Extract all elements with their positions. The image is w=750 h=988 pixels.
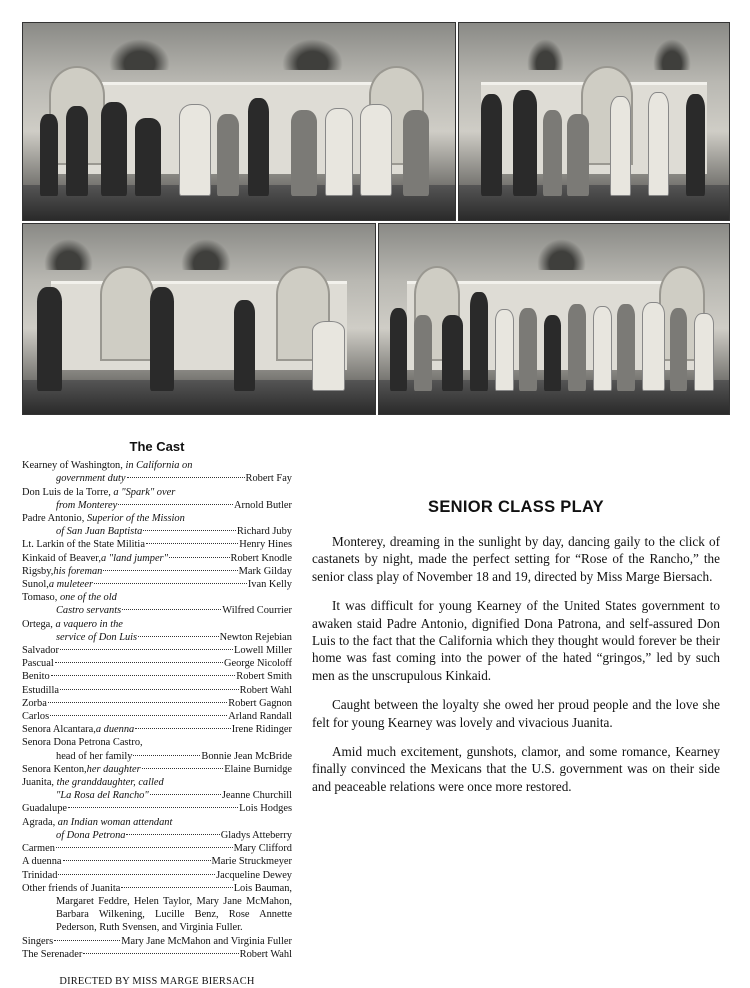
cast-entry: [22, 882, 292, 895]
cast-role-description: a muleteer: [48, 579, 94, 591]
cast-role-continued: from Monterey: [56, 499, 118, 511]
cast-role: Kinkaid of Beaver,: [22, 552, 101, 564]
directed-by: DIRECTED BY MISS MARGE BIERSACH: [59, 975, 255, 987]
cast-entry: [22, 459, 292, 472]
article-paragraph: Caught between the loyalty she owed her proud people and the love she felt for young Kearney was lovely and vivacious Juanita.: [312, 697, 720, 730]
cast-entry: [22, 512, 292, 525]
cast-entry-continued: [22, 472, 292, 485]
cast-role: Other friends of Juanita: [22, 882, 121, 894]
photo-stage-scene-2: [458, 22, 730, 221]
cast-actor: Robert Smith: [236, 671, 292, 683]
cast-actor: Mary Jane McMahon and Virginia Fuller: [121, 935, 292, 947]
photo-collage: [0, 0, 750, 420]
cast-role: Sunol,: [22, 579, 49, 591]
leader-dots: [122, 609, 221, 610]
cast-actor: Lois Bauman,: [233, 882, 292, 894]
cast-entry-continued: [22, 631, 292, 644]
cast-list: [22, 440, 292, 988]
cast-entry: [22, 776, 292, 789]
cast-entry: [22, 657, 292, 670]
cast-actor: Arland Randall: [228, 711, 292, 723]
cast-role: Senora Dona Petrona Castro,: [22, 737, 143, 749]
cast-entries: [22, 459, 292, 961]
leader-dots: [133, 755, 200, 756]
leader-dots: [121, 887, 232, 888]
photo-stage-scene-4: [378, 223, 730, 415]
cast-role-description: one of the old: [59, 592, 117, 604]
cast-role: Kearney of Washington,: [22, 460, 126, 472]
cast-role: Trinidad: [22, 869, 58, 881]
cast-role: The Serenader: [22, 948, 83, 960]
cast-role: Pascual: [22, 658, 54, 670]
cast-actor: Robert Fay: [245, 473, 292, 485]
cast-entry: [22, 855, 292, 868]
cast-role-continued: head of her family: [56, 750, 133, 762]
cast-actor: Robert Gagnon: [228, 697, 292, 709]
leader-dots: [68, 807, 238, 808]
cast-actor: Lowell Miller: [233, 645, 292, 657]
cast-actor: Robert Wahl: [239, 948, 292, 960]
cast-role: Padre Antonio,: [22, 513, 87, 525]
cast-role-continued: service of Don Luis: [56, 631, 138, 643]
article-paragraph: Amid much excitement, gunshots, clamor, and some romance, Kearney finally convinced the Mexicans that the U.S. government was on their side and peaceable relations were once more restored.: [312, 744, 720, 794]
cast-role-continued: government duty: [56, 473, 126, 485]
cast-role: Singers: [22, 935, 54, 947]
cast-actor: Elaine Burnidge: [224, 763, 292, 775]
cast-role-description: his foreman: [53, 565, 103, 577]
leader-dots: [56, 847, 233, 848]
leader-dots: [55, 662, 223, 663]
cast-heading: The Cast: [129, 439, 185, 454]
leader-dots: [169, 557, 230, 558]
cast-role-continued: "La Rosa del Rancho": [56, 790, 149, 802]
leader-dots: [50, 715, 227, 716]
cast-actor: Jeanne Churchill: [221, 790, 292, 802]
cast-actor: Bonnie Jean McBride: [201, 750, 292, 762]
cast-actor: Jacqueline Dewey: [216, 869, 292, 881]
cast-entry-continued: [22, 604, 292, 617]
cast-actor: Lois Hodges: [239, 803, 292, 815]
cast-actor: Wilfred Courrier: [222, 605, 292, 617]
cast-role-description: her daughter: [86, 763, 141, 775]
cast-entry: [22, 948, 292, 961]
cast-entry: [22, 869, 292, 882]
cast-entry-continued: [22, 750, 292, 763]
photo-stage-scene-1: [22, 22, 456, 221]
leader-dots: [83, 953, 238, 954]
cast-role: Carlos: [22, 711, 50, 723]
cast-entry: [22, 565, 292, 578]
cast-role: A duenna: [22, 856, 62, 868]
cast-role: Ortega,: [22, 618, 56, 630]
cast-role-description: Superior of the Mission: [86, 513, 185, 525]
cast-entry-continued: [22, 789, 292, 802]
leader-dots: [51, 675, 236, 676]
leader-dots: [103, 570, 237, 571]
cast-friends-list: Margaret Feddre, Helen Taylor, Mary Jane McMahon, Barbara Wilkening, Lucille Benz, Rose Annette Pederson, Ruth Svensen, and Virginia Fuller.: [56, 895, 292, 934]
cast-role: Benito: [22, 671, 50, 683]
cast-entry-continued: [22, 829, 292, 842]
cast-entry: [22, 486, 292, 499]
cast-entry: [22, 763, 292, 776]
cast-actor: Henry Hines: [239, 539, 292, 551]
cast-entry-continued: [22, 525, 292, 538]
cast-role-description: a vaquero in the: [55, 618, 123, 630]
cast-role-continued: of San Juan Baptista: [56, 526, 143, 538]
cast-entry: [22, 591, 292, 604]
cast-role: Guadalupe: [22, 803, 68, 815]
cast-role: Agrada,: [22, 816, 58, 828]
cast-role-description: the granddaughter, called: [56, 777, 164, 789]
cast-role-continued: of Dona Petrona: [56, 829, 126, 841]
cast-entry: [22, 710, 292, 723]
cast-role: Zorba: [22, 697, 47, 709]
cast-role-description: a "land jumper": [100, 552, 168, 564]
cast-entry: [22, 684, 292, 697]
article-paragraph: It was difficult for young Kearney of the United States government to awaken staid Padre Antonio, dignified Dona Patrona, and self-assured Don Luis to the fact that the California which they thought would forever be their home was fast coming into the power of the hated “gringos,” led by such men as the unscrupulous Kinkaid.: [312, 598, 720, 683]
cast-role-description: in California on: [125, 460, 193, 472]
cast-role-description: a duenna: [95, 724, 135, 736]
cast-role-description: a "Spark" over: [113, 486, 176, 498]
cast-role: Don Luis de la Torre,: [22, 486, 114, 498]
cast-actor: Mary Clifford: [233, 843, 292, 855]
cast-entry: [22, 644, 292, 657]
leader-dots: [143, 530, 236, 531]
cast-role-continued: Castro servants: [56, 605, 122, 617]
leader-dots: [94, 583, 247, 584]
cast-entry: [22, 736, 292, 749]
cast-role: Carmen: [22, 843, 55, 855]
cast-entry: [22, 802, 292, 815]
cast-actor: Richard Juby: [236, 526, 292, 538]
leader-dots: [142, 768, 224, 769]
cast-actor: Marie Struckmeyer: [211, 856, 292, 868]
leader-dots: [60, 689, 239, 690]
cast-role: Juanita,: [22, 777, 57, 789]
leader-dots: [135, 728, 230, 729]
cast-entry-continued: [22, 499, 292, 512]
leader-dots: [150, 794, 221, 795]
cast-actor: Irene Ridinger: [231, 724, 292, 736]
cast-actor: Ivan Kelly: [247, 579, 292, 591]
leader-dots: [118, 504, 233, 505]
article: [312, 498, 720, 807]
cast-entry: [22, 816, 292, 829]
leader-dots: [127, 477, 245, 478]
cast-role: Senora Kenton,: [22, 763, 87, 775]
cast-entry: [22, 842, 292, 855]
cast-entry: [22, 723, 292, 736]
cast-role: Tomaso,: [22, 592, 60, 604]
leader-dots: [138, 636, 218, 637]
photo-stage-scene-3: [22, 223, 376, 415]
leader-dots: [58, 874, 215, 875]
cast-actor: Mark Gilday: [238, 565, 292, 577]
cast-role: Senora Alcantara,: [22, 724, 96, 736]
leader-dots: [126, 834, 219, 835]
cast-role: Estudilla: [22, 684, 59, 696]
cast-entry: [22, 552, 292, 565]
cast-entry: [22, 618, 292, 631]
cast-role: Rigsby,: [22, 565, 54, 577]
cast-actor: George Nicoloff: [223, 658, 292, 670]
cast-entry: [22, 538, 292, 551]
leader-dots: [60, 649, 233, 650]
leader-dots: [48, 702, 227, 703]
cast-role: Lt. Larkin of the State Militia: [22, 539, 145, 551]
cast-actor: Arnold Butler: [233, 499, 292, 511]
cast-role-description: an Indian woman attendant: [57, 816, 173, 828]
cast-entry: [22, 935, 292, 948]
article-title: SENIOR CLASS PLAY: [428, 498, 604, 516]
cast-entry: [22, 578, 292, 591]
cast-role: Salvador: [22, 645, 59, 657]
cast-entry: [22, 697, 292, 710]
cast-actor: Robert Knodle: [230, 552, 292, 564]
leader-dots: [54, 940, 120, 941]
article-paragraph: Monterey, dreaming in the sunlight by day, dancing gaily to the click of castanets by night, made the perfect setting for “Rose of the Rancho,” the senior class play of November 18 and 19, directed by Miss Marge Biersach.: [312, 534, 720, 584]
cast-actor: Gladys Atteberry: [220, 829, 292, 841]
cast-actor: Newton Rejebian: [219, 631, 292, 643]
leader-dots: [146, 543, 238, 544]
leader-dots: [63, 860, 211, 861]
cast-entry: [22, 670, 292, 683]
cast-actor: Robert Wahl: [239, 684, 292, 696]
